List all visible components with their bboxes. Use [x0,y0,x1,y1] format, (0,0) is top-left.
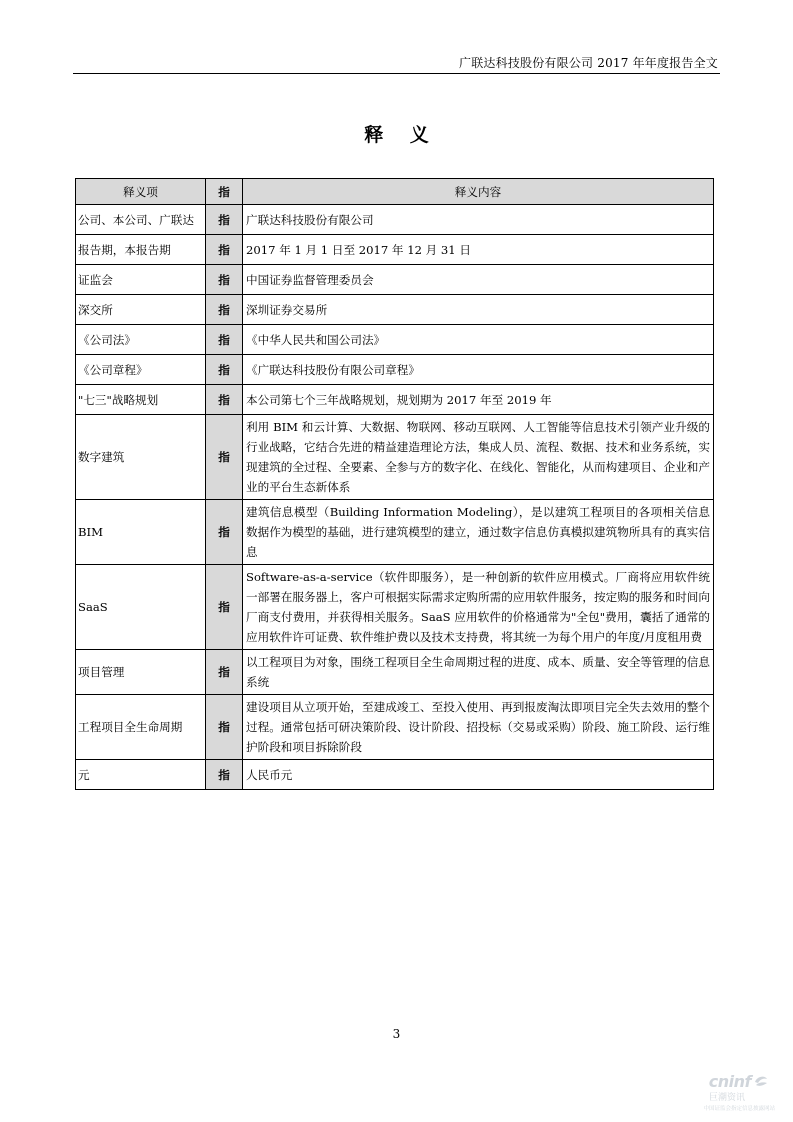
column-header-zhi: 指 [206,179,243,205]
zhi-cell: 指 [206,385,243,415]
zhi-cell: 指 [206,265,243,295]
definition-cell: 深圳证券交易所 [243,295,714,325]
table-row [76,760,714,790]
term-cell: 报告期，本报告期 [76,235,206,265]
zhi-cell: 指 [206,295,243,325]
table-row [76,235,714,265]
table-row [76,205,714,235]
header-rule [73,73,720,74]
term-cell: 深交所 [76,295,206,325]
definition-cell: 本公司第七个三年战略规划，规划期为 2017 年至 2019 年 [243,385,714,415]
page-number: 3 [392,1027,401,1041]
term-cell: 工程项目全生命周期 [76,695,206,760]
definition-cell: 中国证券监督管理委员会 [243,265,714,295]
definitions-table [75,178,714,790]
table-row [76,295,714,325]
term-cell: SaaS [76,565,206,650]
table-row [76,325,714,355]
term-cell: "七三"战略规划 [76,385,206,415]
zhi-cell: 指 [206,415,243,500]
definition-cell: 人民币元 [243,760,714,790]
zhi-cell: 指 [206,565,243,650]
page-title: 释 义 [364,124,439,146]
running-header: 广联达科技股份有限公司 2017 年年度报告全文 [459,56,718,70]
watermark-subtitle: 巨潮资讯 [708,1093,745,1103]
definition-cell: 《中华人民共和国公司法》 [243,325,714,355]
table-row [76,565,714,650]
zhi-cell: 指 [206,235,243,265]
zhi-cell: 指 [206,325,243,355]
table-row [76,385,714,415]
definition-cell: 利用 BIM 和云计算、大数据、物联网、移动互联网、人工智能等信息技术引领产业升级的行业战略，它结合先进的精益建造理论方法，集成人员、流程、数据、技术和业务系统，实现建筑的全过程、全要素、全参与方的数字化、在线化、智能化，从而构建项目、企业和产业的平台生态新体系 [243,415,714,500]
watermark-logo-text: cninf [708,1072,751,1091]
cninf-logo-icon [753,1074,769,1088]
zhi-cell: 指 [206,205,243,235]
column-header-term: 释义项 [76,179,206,205]
table-row [76,355,714,385]
table-row [76,265,714,295]
term-cell: 项目管理 [76,650,206,695]
term-cell: 元 [76,760,206,790]
table-row [76,650,714,695]
table-row [76,500,714,565]
term-cell: 证监会 [76,265,206,295]
definition-cell: 《广联达科技股份有限公司章程》 [243,355,714,385]
definition-cell: Software-as-a-service（软件即服务），是一种创新的软件应用模式。厂商将应用软件统一部署在服务器上，客户可根据实际需求定购所需的应用软件服务，按定购的服务和时间向厂商支付费用，并获得相关服务。SaaS 应用软件的价格通常为"全包"费用，囊括了通常的应用软件许可证费、软件维护费以及技术支持费，将其统一为每个用户的年度/月度租用费 [243,565,714,650]
term-cell: 《公司章程》 [76,355,206,385]
definition-cell: 建设项目从立项开始，至建成竣工、至投入使用、再到报废淘汰即项目完全失去效用的整个过程。通常包括可研决策阶段、设计阶段、招投标（交易或采购）阶段、施工阶段、运行维护阶段和项目拆除阶段 [243,695,714,760]
zhi-cell: 指 [206,355,243,385]
definition-cell: 建筑信息模型（Building Information Modeling），是以建筑工程项目的各项相关信息数据作为模型的基础，进行建筑模型的建立，通过数字信息仿真模拟建筑物所具有的真实信息 [243,500,714,565]
zhi-cell: 指 [206,695,243,760]
definition-cell: 广联达科技股份有限公司 [243,205,714,235]
term-cell: 《公司法》 [76,325,206,355]
column-header-definition: 释义内容 [243,179,714,205]
watermark-tagline: 中国证监会指定信息披露网站 [703,1106,775,1112]
zhi-cell: 指 [206,650,243,695]
definition-cell: 2017 年 1 月 1 日至 2017 年 12 月 31 日 [243,235,714,265]
cninf-watermark [680,1068,775,1114]
term-cell: 公司、本公司、广联达 [76,205,206,235]
table-row [76,695,714,760]
table-header-row [76,179,714,205]
term-cell: 数字建筑 [76,415,206,500]
term-cell: BIM [76,500,206,565]
definition-cell: 以工程项目为对象，围绕工程项目全生命周期过程的进度、成本、质量、安全等管理的信息系统 [243,650,714,695]
zhi-cell: 指 [206,500,243,565]
table-row [76,415,714,500]
zhi-cell: 指 [206,760,243,790]
